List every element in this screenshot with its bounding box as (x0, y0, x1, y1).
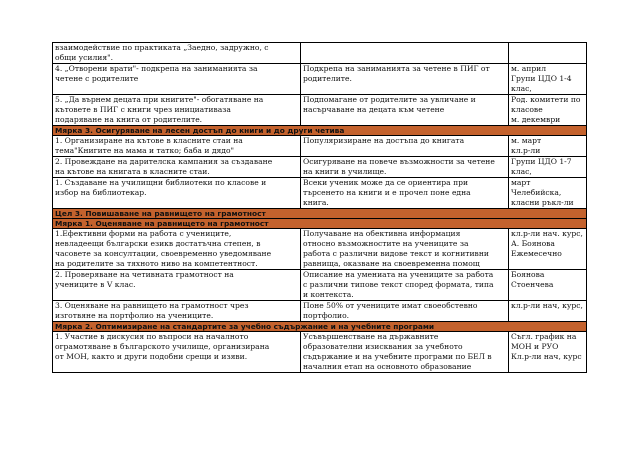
cell-line: началния етап на основното образование (303, 362, 472, 371)
table-row (53, 270, 587, 301)
section-header-row (53, 322, 587, 332)
cell-line: ограмотяване в българското училище, организирана (55, 342, 270, 351)
expected-result-cell (301, 178, 509, 209)
cell-line: кътовете в ПИГ с книги чрез инициативаза (55, 105, 231, 114)
activity-cell (53, 43, 301, 64)
expected-result-cell (301, 95, 509, 126)
table-row (53, 178, 587, 209)
table-row (53, 301, 587, 322)
cell-line: избор на библиотекар. (55, 188, 147, 197)
table-row (53, 136, 587, 157)
cell-line: Всеки ученик може да се ориентира при (303, 178, 469, 187)
responsible-cell (509, 43, 587, 64)
cell-line: на кътове на книгата в класните стаи. (55, 167, 210, 176)
activity-cell (53, 229, 301, 270)
table-row (53, 95, 587, 126)
responsible-cell (509, 270, 587, 301)
cell-line: портфолио. (303, 311, 350, 320)
cell-line: класове (511, 105, 543, 114)
cell-line: часовете за консултации, своевременно уведомяване (55, 249, 272, 258)
cell-line: работа с различни видове текст и когнитивни (303, 249, 489, 258)
cell-line: на родителите за тяхното ниво на компетентност. (55, 259, 258, 268)
cell-line: насърчаване на децата към четене (303, 105, 445, 114)
cell-line: относно възможностите на учениците за (303, 239, 469, 248)
cell-line: Съгл. график на (511, 332, 577, 341)
cell-line: Боянова (511, 270, 545, 279)
cell-line: търсенето на книги и е прочел поне една (303, 188, 471, 197)
cell-line: тема"Книгите на мама и татко; баба и дядо" (55, 146, 235, 155)
cell-line: 4. „Отворени врати"- подкрепа на заниманията за (55, 64, 258, 73)
activity-cell (53, 301, 301, 322)
activity-cell (53, 178, 301, 209)
activity-cell (53, 270, 301, 301)
cell-line: Получаване на обективна информация (303, 229, 461, 238)
cell-line: м. декември (511, 115, 561, 124)
cell-line: Популяризиране на достъпа до книгата (303, 136, 465, 145)
cell-line: 1. Участие в дискусия по въпроси на началното (55, 332, 249, 341)
cell-line: равнища, оказване на своевременна помощ (303, 259, 480, 268)
cell-line: 5. „Да върнем децата при книгите"- обогатяване на (55, 95, 264, 104)
cell-line: 2. Провеждане на дарителска кампания за създаване (55, 157, 273, 166)
cell-line: клас, (511, 84, 532, 93)
cell-line: Ежемесечно (511, 249, 562, 258)
responsible-cell (509, 332, 587, 373)
cell-line: 3. Оценяване на равнището на грамотност чрез (55, 301, 249, 310)
responsible-cell (509, 64, 587, 95)
table-row (53, 229, 587, 270)
expected-result-cell (301, 64, 509, 95)
expected-result-cell (301, 43, 509, 64)
table-row (53, 157, 587, 178)
cell-line: 1. Организиране на кътове в класните стаи на (55, 136, 243, 145)
responsible-cell (509, 178, 587, 209)
cell-line: класни ръкл-ли (511, 198, 574, 207)
activity-cell (53, 64, 301, 95)
expected-result-cell (301, 301, 509, 322)
activity-cell (53, 136, 301, 157)
expected-result-cell (301, 157, 509, 178)
responsible-cell (509, 301, 587, 322)
activity-cell (53, 95, 301, 126)
cell-line: родителите. (303, 74, 352, 83)
section-header: Мярка 1. Оценяване на равнището на грамотност (53, 219, 587, 229)
cell-line: книга. (303, 198, 329, 207)
cell-line: А. Боянова (511, 239, 555, 248)
cell-line: Род. комитети по (511, 95, 581, 104)
cell-line: кл.р-ли (511, 146, 541, 155)
activity-cell (53, 157, 301, 178)
cell-line: МОН и РУО (511, 342, 559, 351)
cell-line: 1.Ефективни форми на работа с учениците, (55, 229, 232, 238)
expected-result-cell (301, 270, 509, 301)
cell-line: март (511, 178, 531, 187)
cell-line: м. март (511, 136, 542, 145)
cell-line: изготвяне на портфолио на учениците. (55, 311, 214, 320)
cell-line: образователни изисквания за учебното (303, 342, 463, 351)
cell-line: взаимодействие по практиката „Заедно, задружно, с (55, 43, 269, 52)
cell-line: с различни типове текст според формата, типа (303, 280, 494, 289)
cell-line: Челебийска, (511, 188, 562, 197)
cell-line: Подпомагане от родителите за увличане и (303, 95, 476, 104)
cell-line: Групи ЦДО 1-7 (511, 157, 572, 166)
cell-line: клас, (511, 167, 532, 176)
table-row (53, 332, 587, 373)
responsible-cell (509, 136, 587, 157)
cell-line: 1. Създаване на училищни библиотеки по класове и (55, 178, 267, 187)
cell-line: Групи ЦДО 1-4 (511, 74, 572, 83)
cell-line: Стоенчева (511, 280, 554, 289)
section-header: Мярка 2. Оптимизиране на стандартите за учебно съдържание и на учебните програми (53, 322, 587, 332)
cell-line: Подкрепа на заниманията за четене в ПИГ от (303, 64, 490, 73)
section-header-row (53, 126, 587, 136)
table-row (53, 43, 587, 64)
cell-line: подаряване на книга от родителите. (55, 115, 203, 124)
cell-line: кл.р-ли нач, курс, (511, 301, 583, 310)
cell-line: съдържание и на учебните програми по БЕЛ в (303, 352, 492, 361)
responsible-cell (509, 229, 587, 270)
cell-line: Описание на умениата на учениците за работа (303, 270, 494, 279)
section-header-row (53, 219, 587, 229)
literacy-plan-table (52, 42, 587, 373)
responsible-cell (509, 157, 587, 178)
cell-line: м. април (511, 64, 547, 73)
table-row (53, 64, 587, 95)
activity-cell (53, 332, 301, 373)
cell-line: кл.р-ли нач. курс, (511, 229, 583, 238)
cell-line: 2. Проверяване на четивната грамотност на (55, 270, 234, 279)
cell-line: Кл.р-ли нач, курс (511, 352, 582, 361)
cell-line: Усъвършенстване на държавните (303, 332, 439, 341)
cell-line: Поне 50% от учениците имат своеобстевно (303, 301, 478, 310)
section-header: Мярка 3. Осигуряване на лесен достъп до книги и до други четива (53, 126, 587, 136)
section-header-row (53, 209, 587, 219)
cell-line: на книги в училище. (303, 167, 387, 176)
expected-result-cell (301, 229, 509, 270)
expected-result-cell (301, 136, 509, 157)
expected-result-cell (301, 332, 509, 373)
cell-line: и контекста. (303, 290, 354, 299)
cell-line: учениците в V клас. (55, 280, 136, 289)
cell-line: невладеещи български езикв достатъчна степен, в (55, 239, 261, 248)
responsible-cell (509, 95, 587, 126)
cell-line: общи усилия". (55, 53, 114, 62)
cell-line: четене с родителите (55, 74, 139, 83)
cell-line: от МОН, както и други подобни срещи и изяви. (55, 352, 248, 361)
cell-line: Осигуряване на повече възможности за четене (303, 157, 495, 166)
section-header: Цел 3. Повишаване на равнището на грамотност (53, 209, 587, 219)
